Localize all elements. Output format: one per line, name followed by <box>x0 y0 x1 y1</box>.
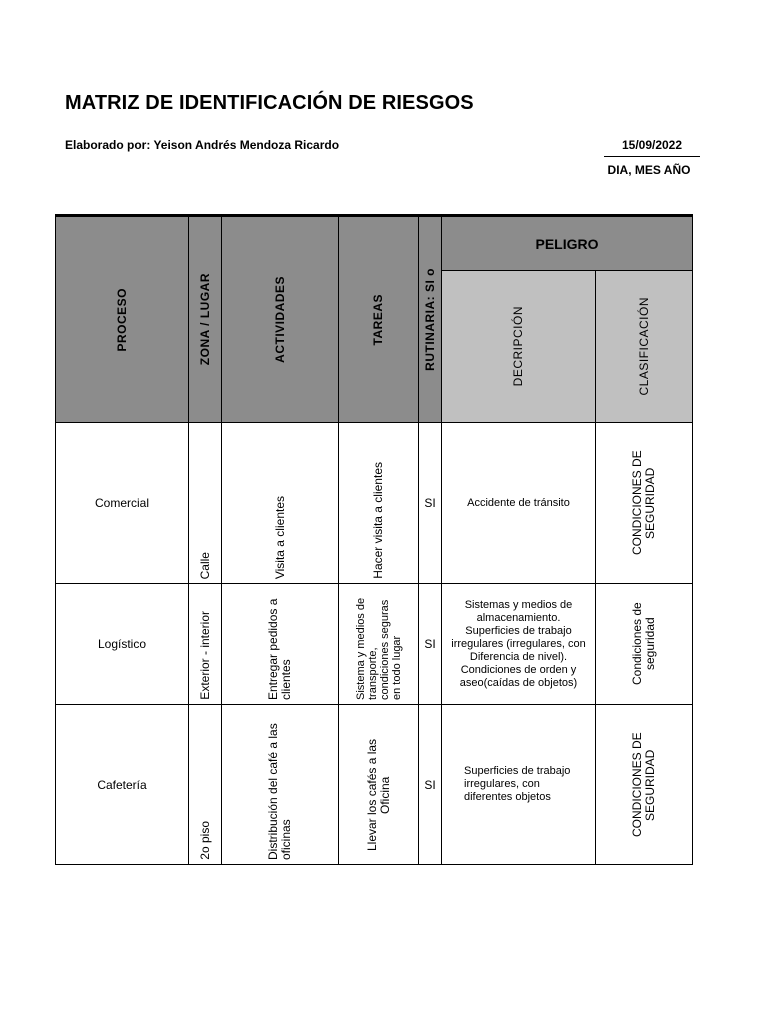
cell-clasificacion: Condiciones de seguridad <box>596 584 693 705</box>
cell-zona: Calle <box>189 423 222 584</box>
cell-proceso: Logístico <box>56 584 189 705</box>
cell-tarea: Sistema y medios de transporte, condiciones seguras en todo lugar <box>339 584 419 705</box>
cell-tarea: Hacer visita a clientes <box>339 423 419 584</box>
risk-matrix-table <box>55 214 693 865</box>
cell-proceso: Comercial <box>56 423 189 584</box>
cell-rutinaria: SI <box>419 423 442 584</box>
table-row <box>56 423 693 584</box>
cell-rutinaria: SI <box>419 584 442 705</box>
header-tareas: TAREAS <box>339 216 419 423</box>
header-descripcion: DECRIPCIÓN <box>442 271 596 423</box>
cell-descripcion: Sistemas y medios de almacenamiento. Superficies de trabajo irregulares (irregulares, con Diferencia de nivel). Condiciones de orden y aseo(caídas de objetos) <box>442 584 596 705</box>
header-zona: ZONA / LUGAR <box>189 216 222 423</box>
date-value: 15/09/2022 <box>604 138 700 157</box>
document-title: MATRIZ DE IDENTIFICACIÓN DE RIESGOS <box>65 92 474 114</box>
cell-clasificacion: CONDICIONES DE SEGURIDAD <box>596 423 693 584</box>
cell-zona: Exterior - interior <box>189 584 222 705</box>
header-actividades: ACTIVIDADES <box>222 216 339 423</box>
header-proceso: PROCESO <box>56 216 189 423</box>
table-row <box>56 584 693 705</box>
cell-tarea: Llevar los cafés a las Oficina <box>339 705 419 865</box>
cell-descripcion: Superficies de trabajo irregulares, con diferentes objetos <box>442 705 596 865</box>
cell-actividad: Entregar pedidos a clientes <box>222 584 339 705</box>
header-peligro: PELIGRO <box>442 216 693 271</box>
cell-descripcion: Accidente de tránsito <box>442 423 596 584</box>
cell-clasificacion: CONDICIONES DE SEGURIDAD <box>596 705 693 865</box>
table-row <box>56 705 693 865</box>
header-clasificacion: CLASIFICACIÓN <box>596 271 693 423</box>
author-line: Elaborado por: Yeison Andrés Mendoza Ricardo <box>65 138 340 152</box>
cell-proceso: Cafetería <box>56 705 189 865</box>
cell-rutinaria: SI <box>419 705 442 865</box>
header-rutinaria: RUTINARIA: SI o <box>419 216 442 423</box>
cell-actividad: Distribución del café a las oficinas <box>222 705 339 865</box>
date-label: DIA, MES AÑO <box>607 163 691 177</box>
cell-actividad: Visita a clientes <box>222 423 339 584</box>
cell-zona: 2o piso <box>189 705 222 865</box>
